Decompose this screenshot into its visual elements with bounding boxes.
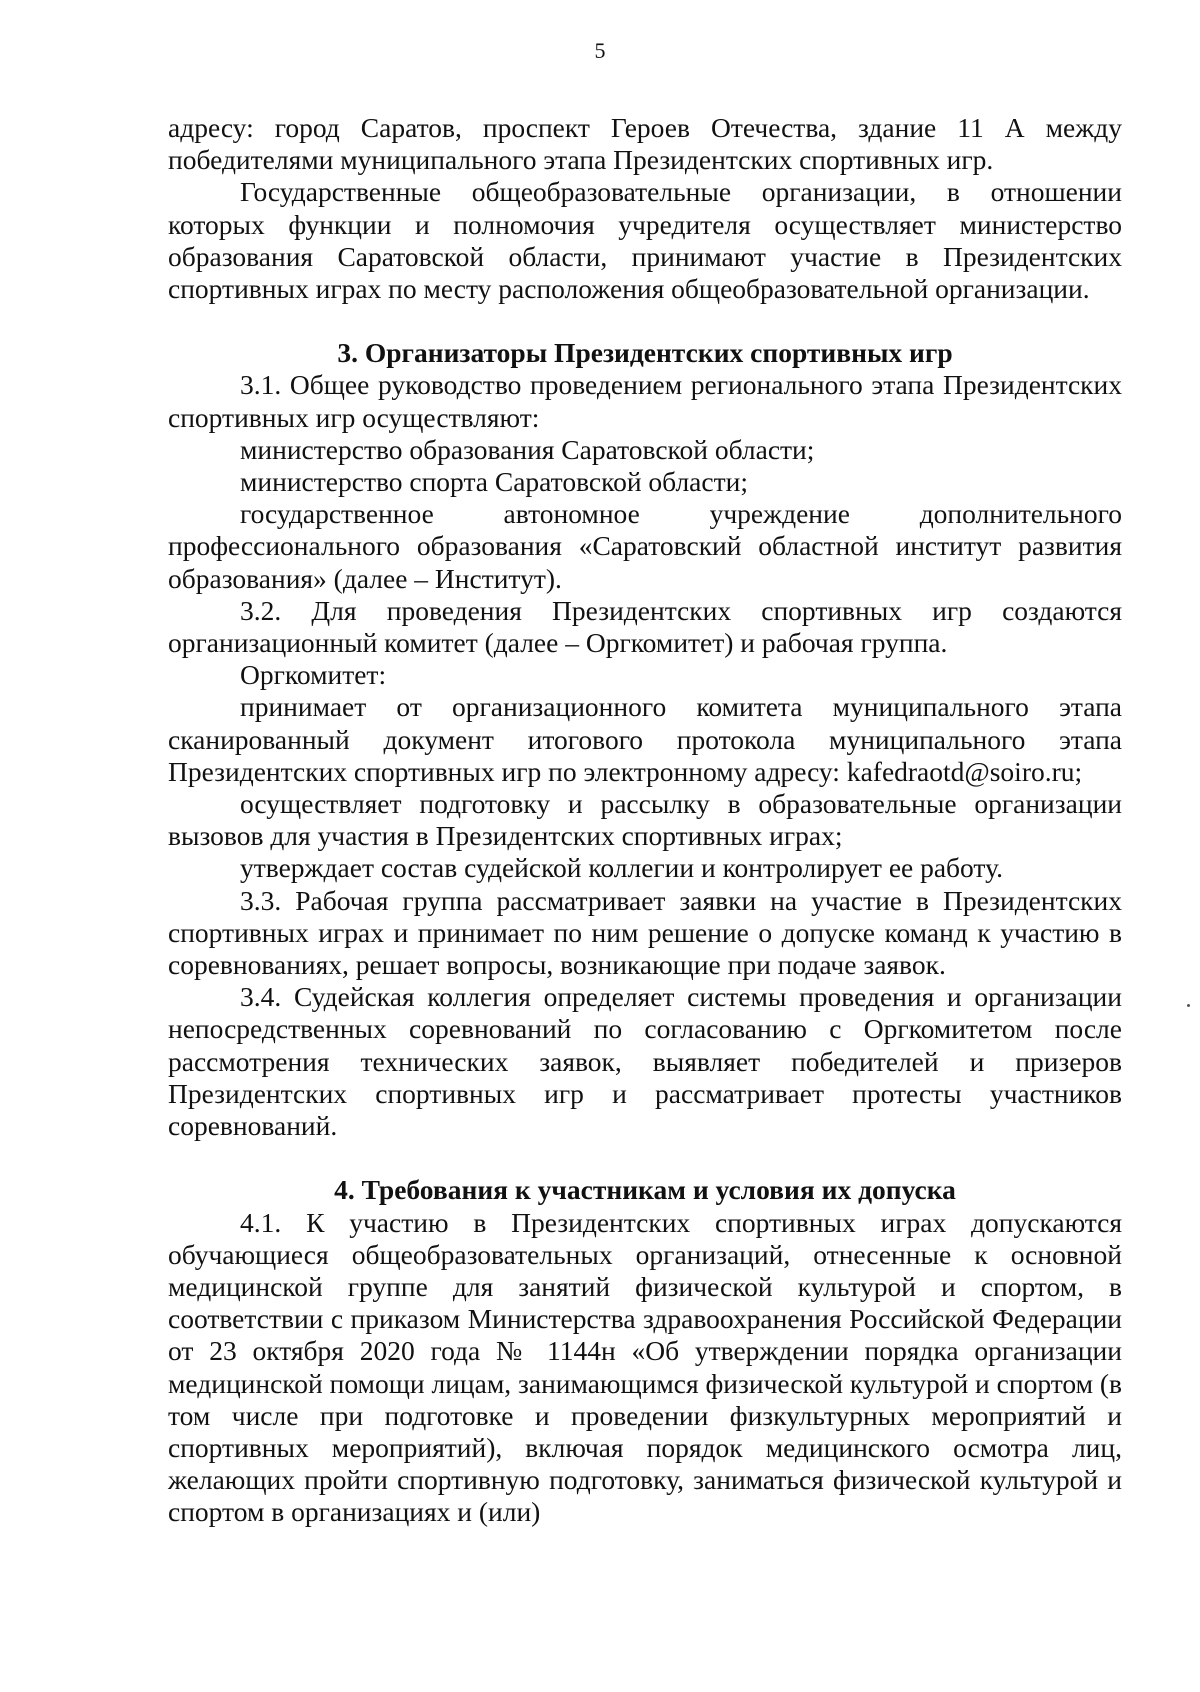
section-spacer — [168, 1142, 1122, 1174]
paragraph-3-2: 3.2. Для проведения Президентских спортивных игр создаются организационный комитет (далее – Оргкомитет) и рабочая группа. — [168, 594, 1122, 659]
paragraph-state-organizations: Государственные общеобразовательные организации, в отношении которых функции и полномочия учредителя осуществляет министерство образования Саратовской области, принимают участие в Президентских спортивных играх по месту расположения общеобразовательной организации. — [168, 176, 1122, 305]
scan-speck — [1187, 1004, 1190, 1007]
organizer-item-education-ministry: министерство образования Саратовской области; — [240, 433, 815, 465]
orgcommittee-duty-receive: принимает от организационного комитета муниципального этапа сканированный документ итогового протокола муниципального этапа Президентских спортивных игр по электронному адресу: kafedraotd@soiro.ru; — [168, 691, 1122, 787]
orgcommittee-label: Оргкомитет: — [240, 659, 387, 691]
section-3-heading: 3. Организаторы Президентских спортивных игр — [337, 337, 953, 369]
paragraph-address: адресу: город Саратов, проспект Героев Отечества, здание 11 А между победителями муниципального этапа Президентских спортивных игр. — [168, 112, 1122, 176]
organizer-item-sport-ministry: министерство спорта Саратовской области; — [240, 466, 748, 498]
page-number: 5 — [594, 38, 606, 63]
paragraph-3-1: 3.1. Общее руководство проведением регионального этапа Президентских спортивных игр осуществляют: — [168, 369, 1122, 433]
document-body — [168, 112, 1122, 1529]
orgcommittee-duty-judges: утверждает состав судейской коллегии и контролирует ее работу. — [240, 852, 1003, 884]
organizer-item-institute: государственное автономное учреждение дополнительного профессионального образования «Саратовский областной институт развития образования» (далее – Институт). — [168, 498, 1122, 594]
paragraph-4-1: 4.1. К участию в Президентских спортивных играх допускаются обучающиеся общеобразовательных организаций, отнесенные к основной медицинской группе для занятий физической культурой и спортом, в соответствии с приказом Министерства здравоохранения Российской Федерации от 23 октября 2020 года № 1144н «Об утверждении порядка организации медицинской помощи лицам, занимающимся физической культурой и спортом (в том числе при подготовке и проведении физкультурных мероприятий и спортивных мероприятий), включая порядок медицинского осмотра лиц, желающих пройти спортивную подготовку, заниматься физической культурой и спортом в организациях и (или) — [168, 1206, 1123, 1528]
paragraph-3-4: 3.4. Судейская коллегия определяет системы проведения и организации непосредственных соревнований по согласованию с Оргкомитетом после рассмотрения технических заявок, выявляет победителей и призеров Президентских спортивных игр и рассматривает протесты участников соревнований. — [168, 981, 1122, 1142]
section-spacer — [168, 305, 1122, 337]
section-4-heading: 4. Требования к участникам и условия их допуска — [334, 1174, 956, 1206]
paragraph-3-3: 3.3. Рабочая группа рассматривает заявки на участие в Президентских спортивных играх и принимает по ним решение о допуске команд к участию в соревнованиях, решает вопросы, возникающие при подаче заявок. — [168, 884, 1122, 981]
orgcommittee-duty-invitations: осуществляет подготовку и рассылку в образовательные организации вызовов для участия в Президентских спортивных играх; — [168, 788, 1122, 852]
